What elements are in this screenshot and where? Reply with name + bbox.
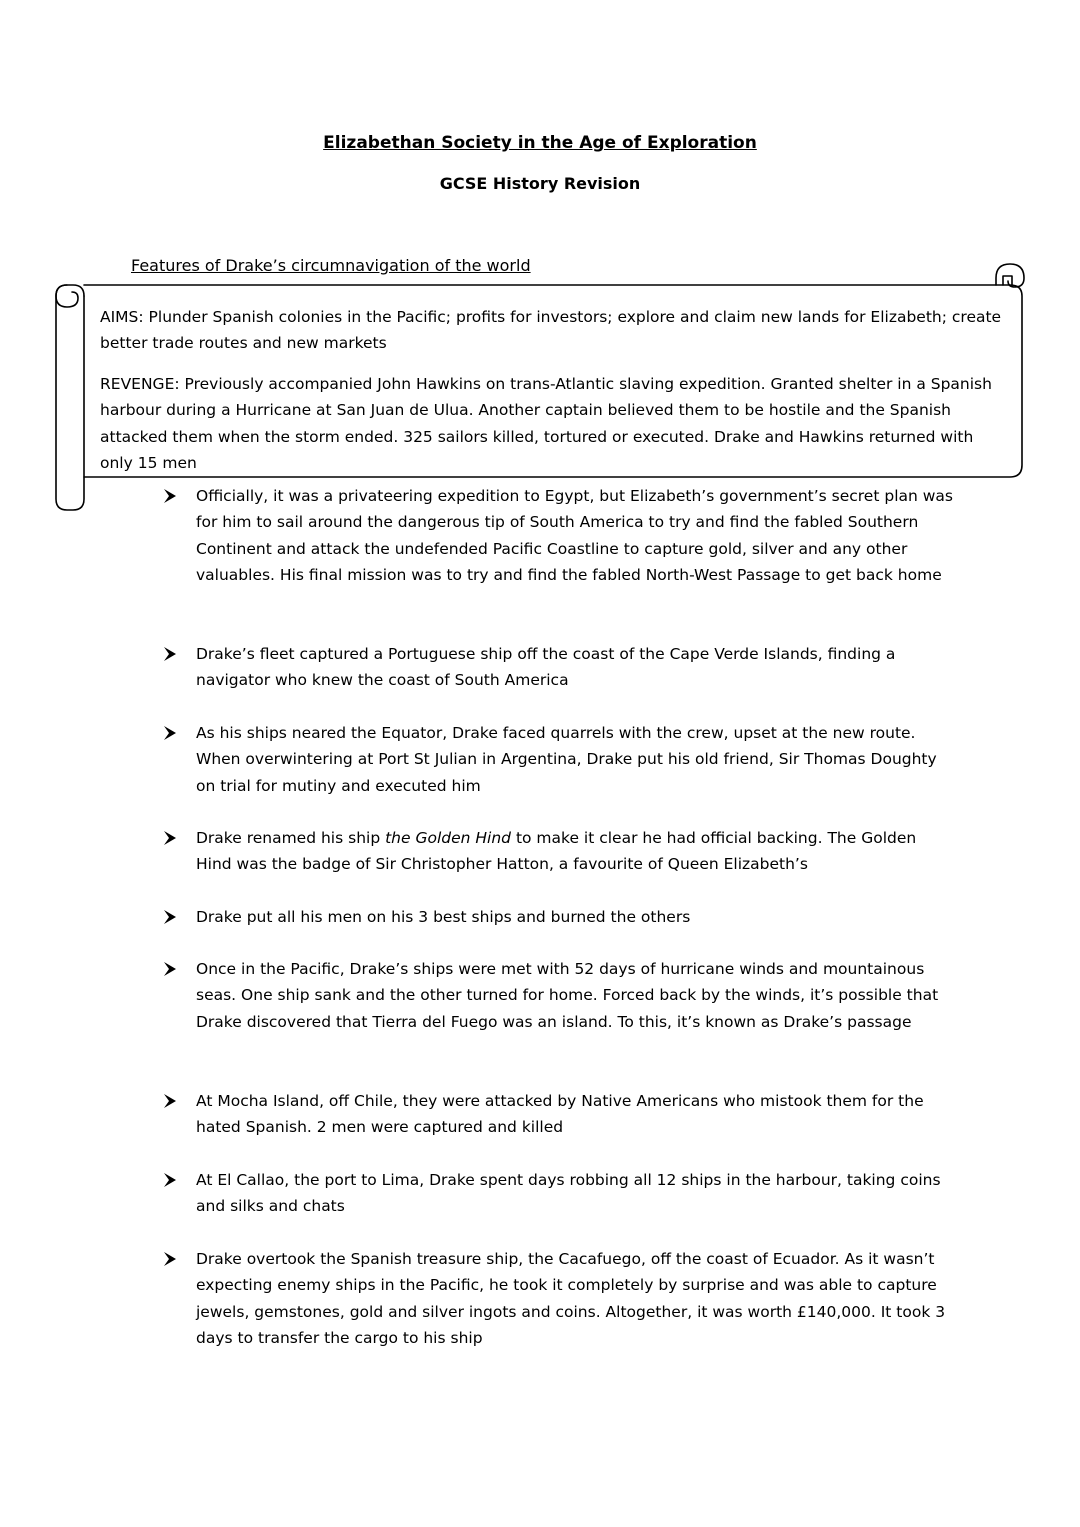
page-subtitle: GCSE History Revision [439, 174, 641, 193]
arrow-bullet-icon [162, 488, 178, 504]
scroll-revenge-text: REVENGE: Previously accompanied John Hawkins on trans-Atlantic slaving expedition. Granted shelter in a Spanish harbour during a Hurricane at San Juan de Ulua. Another captain believed them to be hostile and the Spanish attacked them when the storm ended. 325 sailors killed, tortured or executed. Drake and Hawkins returned with only 15 men [100, 375, 992, 472]
list-item-text: Once in the Pacific, Drake’s ships were met with 52 days of hurricane winds and mountainous seas. One ship sank and the other turned for home. Forced back by the winds, it’s possible that Drake discovered that Tierra del Fuego was an island. To this, it’s known as Drake’s passage [196, 960, 939, 1031]
arrow-bullet-icon [162, 909, 178, 925]
list-item-text: Drake renamed his ship the Golden Hind to make it clear he had official backing. The Golden Hind was the badge of Sir Christopher Hatton, a favourite of Queen Elizabeth’s [196, 829, 917, 874]
arrow-bullet-icon [162, 646, 178, 662]
arrow-bullet-icon [162, 830, 178, 846]
page-title: Elizabethan Society in the Age of Exploration [323, 133, 757, 153]
arrow-bullet-icon [162, 961, 178, 977]
list-item-text: At El Callao, the port to Lima, Drake spent days robbing all 12 ships in the harbour, taking coins and silks and chats [196, 1171, 941, 1216]
list-item-text: Officially, it was a privateering expedition to Egypt, but Elizabeth’s government’s secret plan was for him to sail around the dangerous tip of South America to try and find the fabled Southern Continent and attack the undefended Pacific Coastline to capture gold, silver and any other valuables. His final mission was to try and find the fabled North-West Passage to get back home [196, 487, 953, 584]
arrow-bullet-icon [162, 725, 178, 741]
list-item-text: Drake overtook the Spanish treasure ship, the Cacafuego, off the coast of Ecuador. As it wasn’t expecting enemy ships in the Pacific, he took it completely by surprise and was able to capture jewels, gemstones, gold and silver ingots and coins. Altogether, it was worth £140,000. It took 3 days to transfer the cargo to his ship [196, 1250, 946, 1347]
ship-name: the Golden Hind [385, 829, 512, 847]
list-item-text: At Mocha Island, off Chile, they were attacked by Native Americans who mistook them for the hated Spanish. 2 men were captured and killed [196, 1092, 924, 1137]
arrow-bullet-icon [162, 1093, 178, 1109]
arrow-bullet-icon [162, 1172, 178, 1188]
scroll-aims-text: AIMS: Plunder Spanish colonies in the Pacific; profits for investors; explore and claim new lands for Elizabeth; create better trade routes and new markets [100, 308, 1002, 353]
arrow-bullet-icon [162, 1251, 178, 1267]
list-item-text: As his ships neared the Equator, Drake faced quarrels with the crew, upset at the new route. When overwintering at Port St Julian in Argentina, Drake put his old friend, Sir Thomas Doughty on trial for mutiny and executed him [196, 724, 937, 795]
section-heading: Features of Drake’s circumnavigation of the world [131, 256, 531, 275]
list-item-text: Drake put all his men on his 3 best ships and burned the others [196, 908, 691, 926]
list-item-text: Drake’s fleet captured a Portuguese ship off the coast of the Cape Verde Islands, finding a navigator who knew the coast of South America [196, 645, 896, 690]
